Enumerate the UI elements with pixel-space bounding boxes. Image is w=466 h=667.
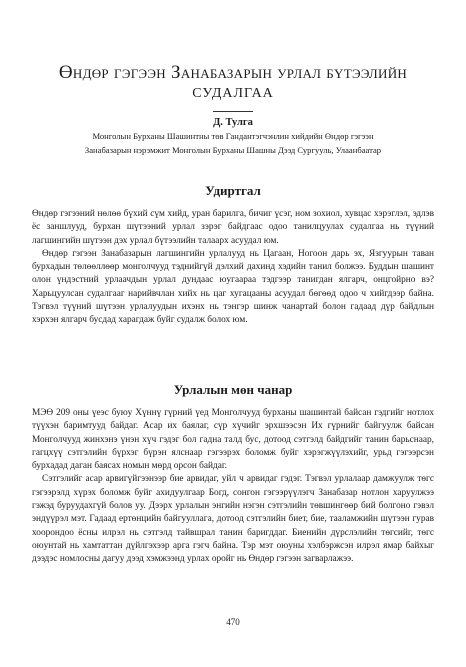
article-title-line2: СУДАЛГАА	[192, 86, 274, 101]
affiliation-line1: Монголын Бурханы Шашинтны төв Гандантэгчэнлин хийдийн Өндөр гэгээн	[92, 131, 374, 141]
section-heading-introduction: Удиртгал	[205, 183, 261, 198]
paragraph: МЭӨ 209 оны үеэс буюу Хүннү гүрний үед Монголчууд бурханы шашинтай байсан гэдгийг нотлох түүхэн баримтууд байдаг. Асар их баялаг, сүр хүчийг эрхшээсэн Их гүрнийг байгуулж байсан Монголчууд жинхэнэ үнэн хүч гэдэг бол гадна талд бус, дотоод сэтгэлд байдгийг танин барьснаар, гагцхүү сэтгэлийн бүрхэг бүрэн ялснаар гэгээрэх боломж буйг хэрэгжүүлэхийг, урьд гэгээрсэн бурхадад даган баясах номын мөрд орсон байдаг.	[32, 408, 434, 472]
title-divider	[213, 111, 253, 112]
paragraph: Өндөр гэгээний нөлөө бүхий сүм хийд, уран барилга, бичиг үсэг, ном зохиол, хувцас хэрэглэл, эдлэв ёс заншлууд, бурхан шүтээний урлал зэрэг байдгаас одоо танилцуулах судалгаа нь түүний лагшингийн шүтээн дэх урлал бүтээлийн талаарх асуудал юм.	[32, 209, 434, 246]
article-title: Өндөр гэгээн Занабазарын урлал бүтээлийн	[58, 62, 408, 83]
section-body-essence	[32, 407, 434, 567]
page-number: 470	[226, 617, 240, 627]
title-block	[40, 62, 426, 156]
paragraph: Сэтгэлийг асар арвигүйгээнээр бие арвидаг, уйл ч арвидаг гэдэг. Тэгвэл урлалаар дамжуулж төгс гэгээрэлд хүрэх боломж буйг ахидуулгаар Богд, сонгон гэгээрүүлэгч Занабазар нотлон харуулжээ гэжэд буруудахгүй болов уу. Дээрх урлалын энгийн нэгэн сэтгэлийн төвшингөөр бий болгоно гэвэл эндүүрэл мэт. Гадаад ертөнцийн байгууллага, дотоод сэтгэлийн биет, бие, тааламжийн шүтээн гурав хоорондоо ёсны илрэл нь сэтгэлд тайвшрал танин баригддаг. Биенийн дүрслэлийн төгсийг, төгс оюунтай нь хамтаттан дүйлгэхээр арга гэгч байна. Тэр мэт оюуны хэлбэржсэн илрэл ямар байхыг дээдэс номлосны дагуу дээд хэмжээнд урлах оройг нь Өндөр гэгээн загварлажээ.	[32, 474, 434, 565]
affiliation-line2: Занабазарын нэрэмжит Монголын Бурханы Шашны Дээд Сургууль, Улаанбаатар	[84, 145, 382, 155]
author-name: Д. Тулга	[213, 117, 253, 128]
section-body-introduction	[32, 208, 434, 328]
section-heading-essence: Урлалын мөн чанар	[173, 382, 293, 397]
paragraph: Өндөр гэгээн Занабазарын лагшингийн урлалууд нь Цагаан, Ногоон дарь эх, Язгуурын таван бурхадын төлөөллөөр монголчууд тэднийгүй дэлхий дахинд хэдийн танил болжээ. Буддын шашинт олон үндэстний урлаачдын урлал дундаас юугаараа тэдгээр танигдан ялгарч, онцгойрно вэ? Харьцуулсан судалгааг нарийвчлан хийх нь цаг хугацааны асуудал бөгөөд одоо ч хийгдээр байна. Тэгвэл түүний шүтээн урлалуудын ихэнх нь тэнгэр шинж чанартай болон гадаад дүр байдлын хэрхэн ялгарч бусдад харагдаж буйг судалж болох юм.	[32, 248, 434, 326]
